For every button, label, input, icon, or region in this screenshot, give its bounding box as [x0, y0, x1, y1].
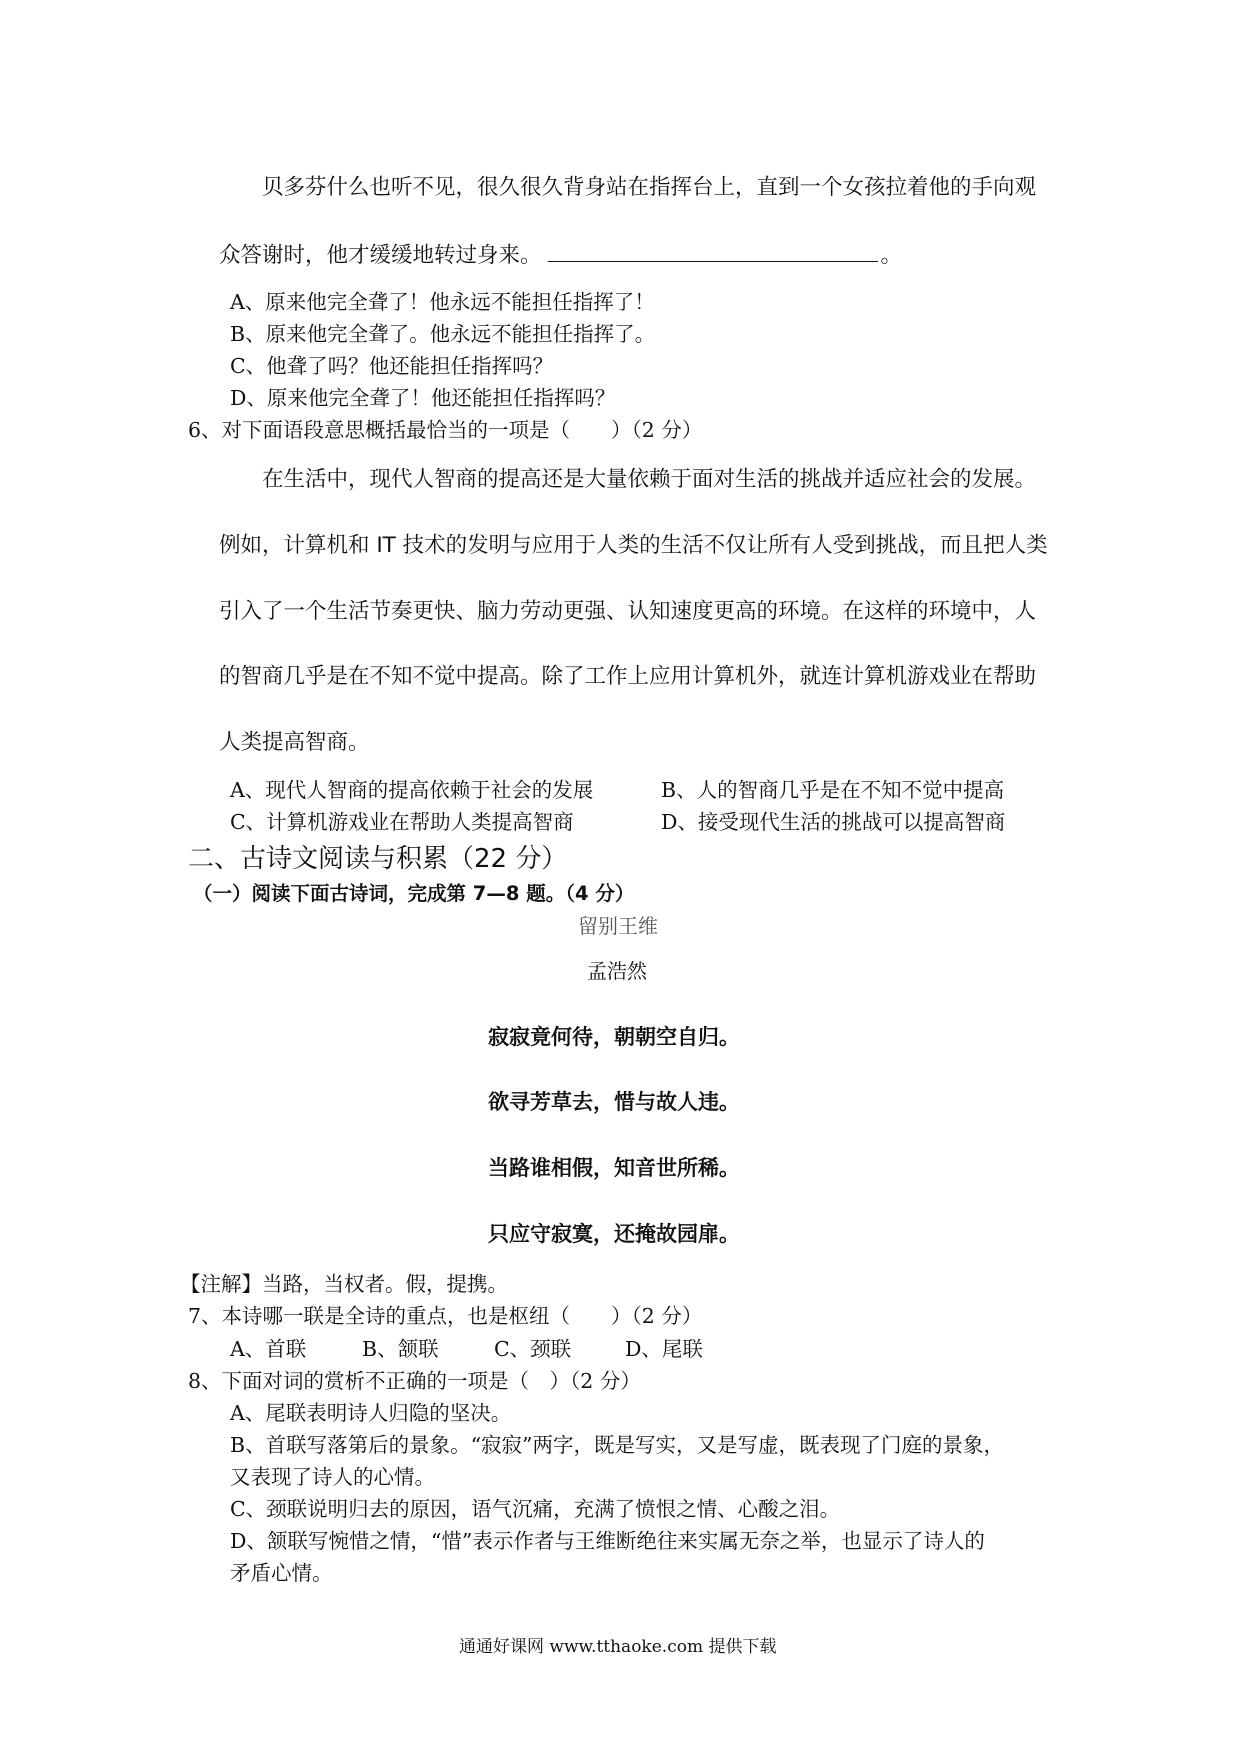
page-footer: 通通好课网 www.tthaoke.com 提供下载	[459, 1637, 777, 1657]
q5-option-c: C、他聋了吗？他还能担任指挥吗？	[230, 354, 554, 378]
q7-option-d: D、尾联	[625, 1337, 703, 1361]
q5-option-a: A、原来他完全聋了！他永远不能担任指挥了！	[230, 290, 655, 314]
q6-option-d: D、接受现代生活的挑战可以提高智商	[661, 810, 1006, 834]
q6-option-c: C、计算机游戏业在帮助人类提高智商	[230, 810, 574, 834]
q7-option-c: C、颈联	[494, 1337, 572, 1361]
poem-line-1: 寂寂竟何待，朝朝空自归。	[488, 1025, 740, 1049]
q6-passage-line-2: 例如，计算机和 IT 技术的发明与应用于人类的生活不仅让所有人受到挑战，而且把人类	[219, 533, 1048, 558]
q6-passage-line-1: 在生活中，现代人智商的提高还是大量依赖于面对生活的挑战并适应社会的发展。	[262, 467, 1037, 492]
q6-option-a: A、现代人智商的提高依赖于社会的发展	[230, 778, 594, 802]
q5-line-1: 贝多芬什么也听不见，很久很久背身站在指挥台上，直到一个女孩拉着他的手向观	[262, 175, 1037, 200]
q8-option-b: B、首联写落第后的景象。“寂寂”两字，既是写实，又是写虚，既表现了门庭的景象，	[230, 1433, 1005, 1457]
q5-line-2	[219, 238, 902, 269]
q5-line-2-text: 众答谢时，他才缓缓地转过身来。	[219, 243, 542, 268]
section-heading: 二、古诗文阅读与积累（22 分）	[188, 844, 568, 874]
q8-option-b-cont: 又表现了诗人的心情。	[230, 1465, 435, 1489]
q7-option-b: B、颔联	[362, 1337, 439, 1361]
poem-author: 孟浩然	[587, 959, 647, 983]
q6-passage-line-3: 引入了一个生活节奏更快、脑力劳动更强、认知速度更高的环境。在这样的环境中，人	[219, 599, 1037, 624]
poem-line-3: 当路谁相假，知音世所稀。	[488, 1156, 740, 1180]
q8-option-a: A、尾联表明诗人归隐的坚决。	[230, 1401, 512, 1425]
q6-passage-line-5: 人类提高智商。	[219, 730, 370, 755]
q8-option-d: D、颔联写惋惜之情，“惜”表示作者与王维断绝往来实属无奈之举，也显示了诗人的	[230, 1529, 985, 1553]
section-subheading: （一）阅读下面古诗词，完成第 7—8 题。（4 分）	[193, 882, 635, 905]
poem-title: 留别王维	[578, 914, 658, 938]
answer-blank	[548, 243, 878, 262]
q5-line-2-end: 。	[880, 243, 903, 268]
q7-option-a: A、首联	[230, 1337, 307, 1361]
q5-option-b: B、原来他完全聋了。他永远不能担任指挥了。	[230, 322, 656, 346]
q6-stem: 6、对下面语段意思概括最恰当的一项是（ ）（2 分）	[188, 418, 703, 442]
poem-note: 【注解】当路，当权者。假，提携。	[180, 1272, 508, 1296]
q6-passage-line-4: 的智商几乎是在不知不觉中提高。除了工作上应用计算机外，就连计算机游戏业在帮助	[219, 664, 1037, 689]
q8-stem: 8、下面对词的赏析不正确的一项是（ ）（2 分）	[188, 1369, 641, 1393]
q7-stem: 7、本诗哪一联是全诗的重点，也是枢纽（ ）（2 分）	[188, 1304, 703, 1328]
poem-line-4: 只应守寂寞，还掩故园扉。	[488, 1222, 740, 1246]
q6-option-b: B、人的智商几乎是在不知不觉中提高	[661, 778, 1005, 802]
q8-option-d-cont: 矛盾心情。	[230, 1561, 333, 1585]
q8-option-c: C、颈联说明归去的原因，语气沉痛，充满了愤恨之情、心酸之泪。	[230, 1497, 841, 1521]
q5-option-d: D、原来他完全聋了！他还能担任指挥吗？	[230, 386, 616, 410]
poem-line-2: 欲寻芳草去，惜与故人违。	[488, 1090, 740, 1114]
